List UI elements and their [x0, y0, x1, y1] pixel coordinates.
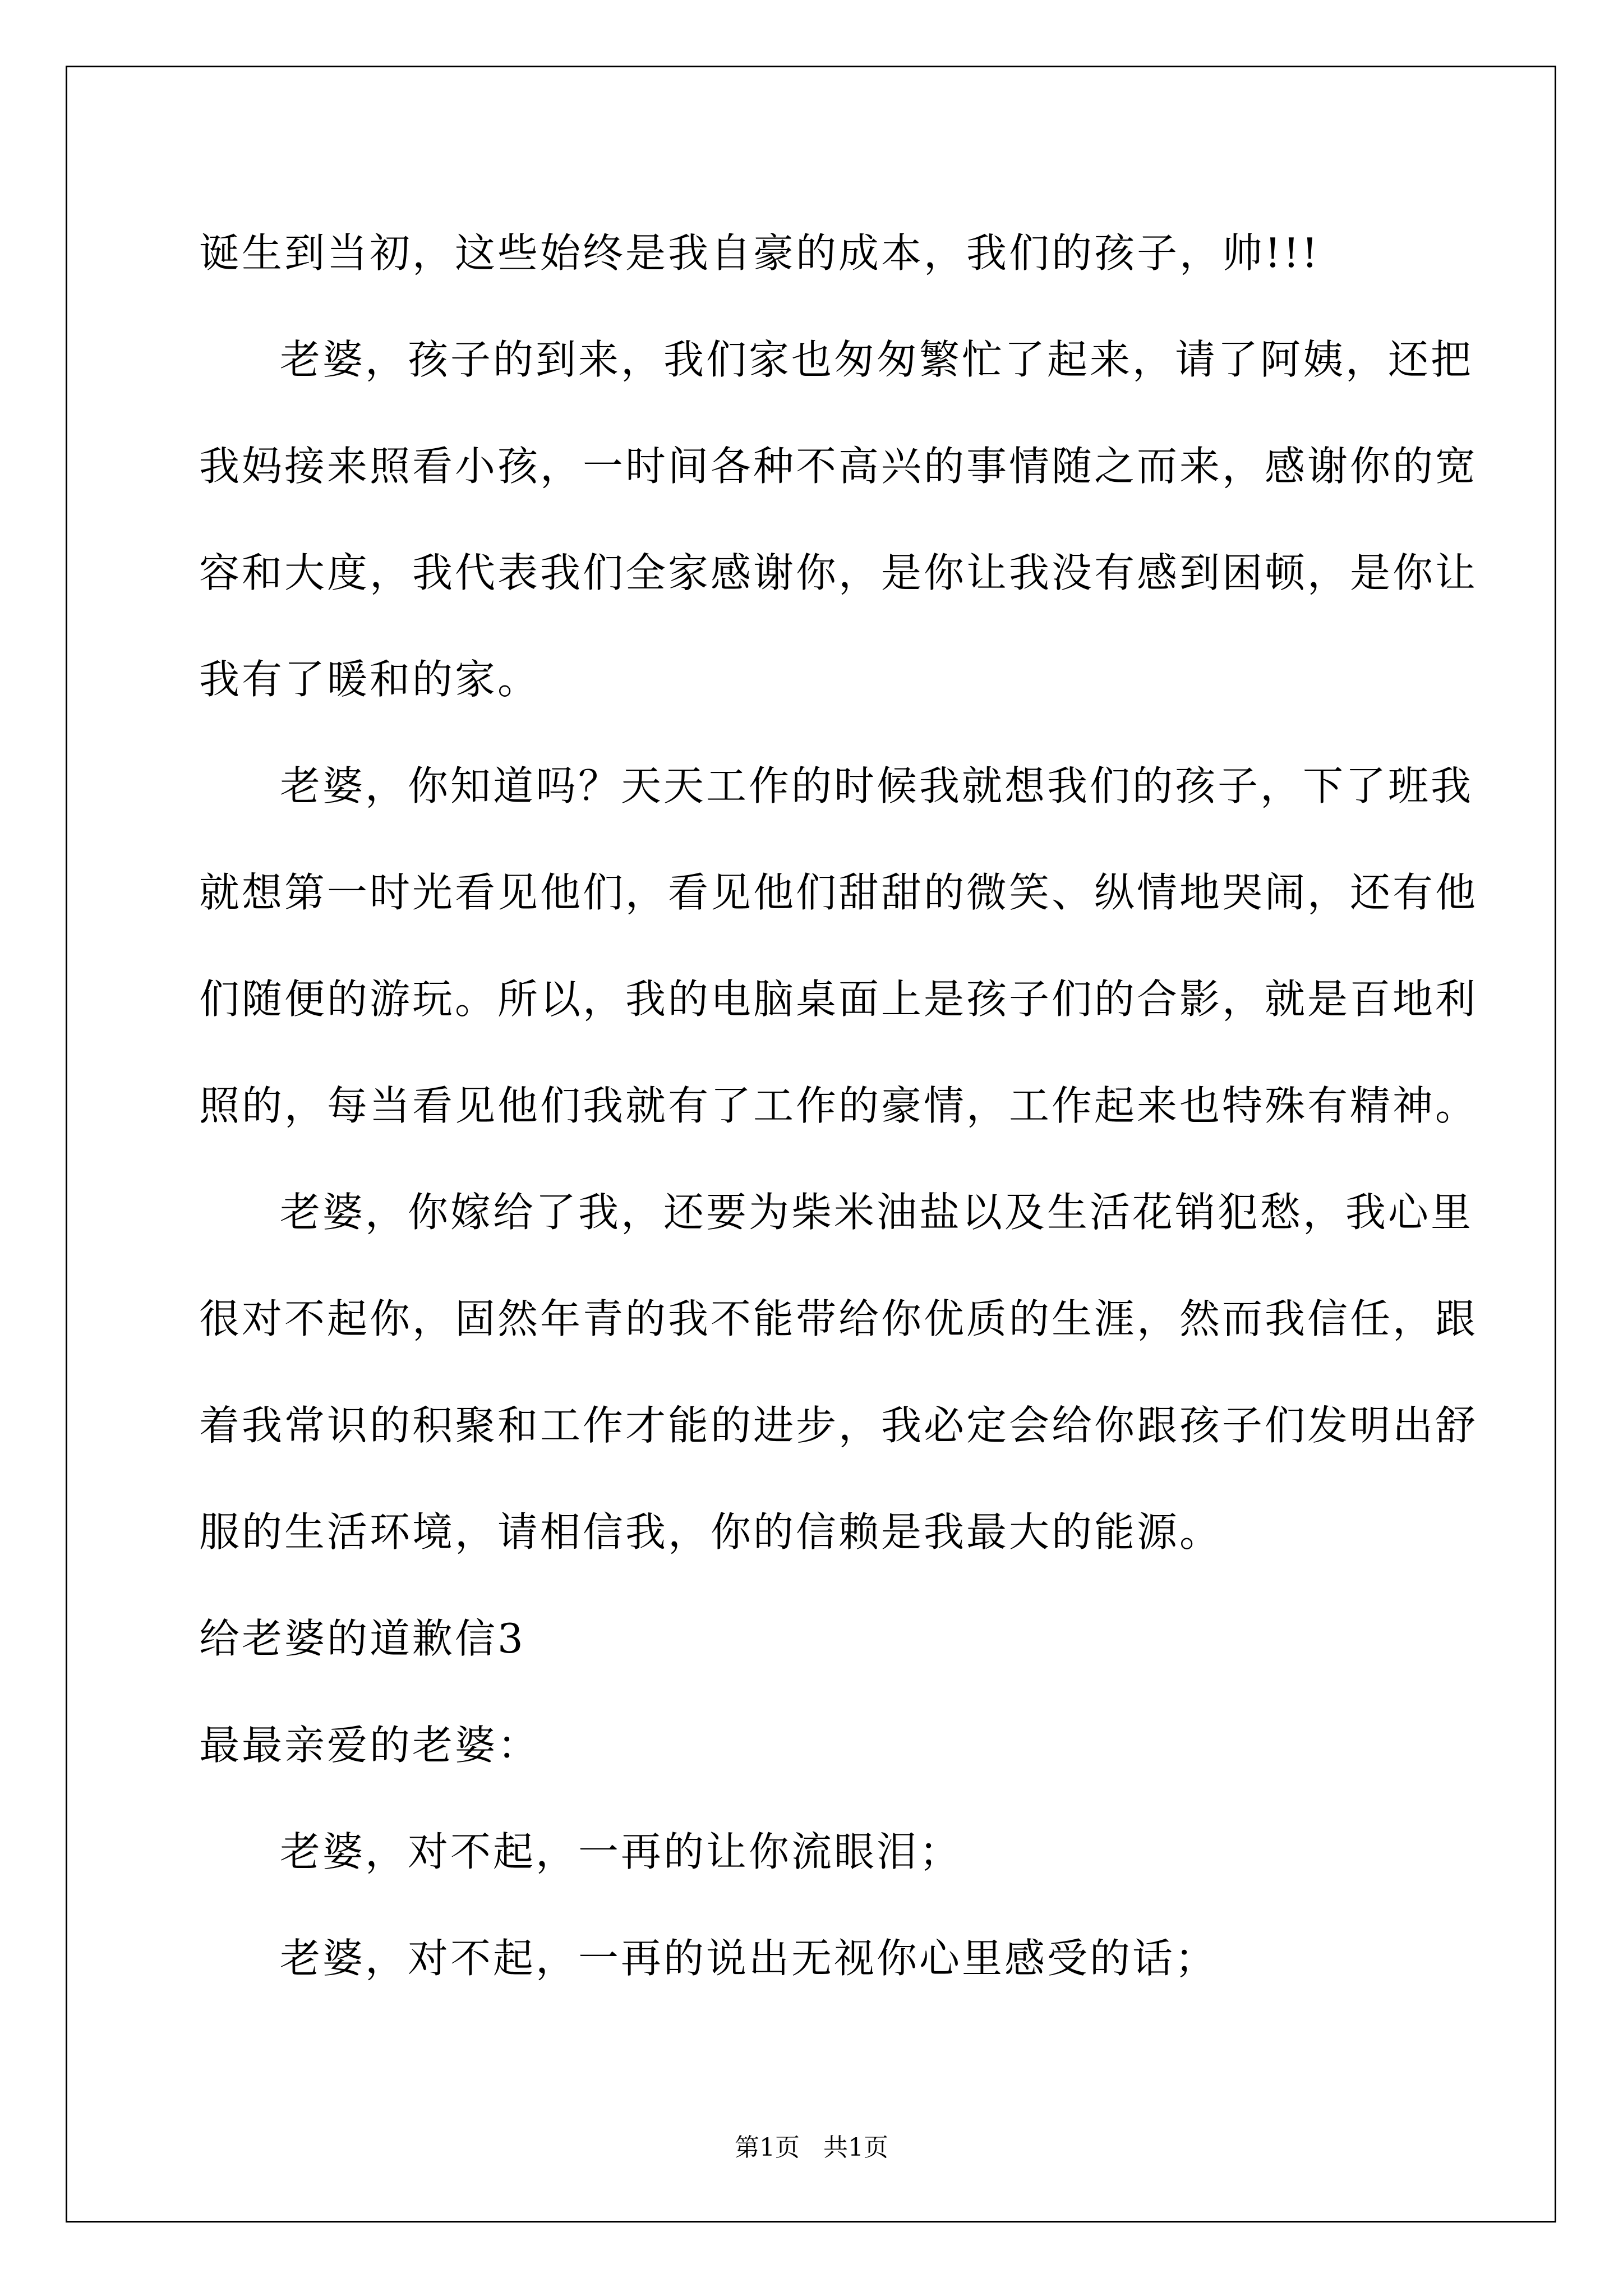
text-line: 诞生到当初，这些始终是我自豪的成本，我们的孩子，帅!!! — [199, 229, 1320, 277]
text-line: 服的生活环境，请相信我，你的信赖是我最大的能源。 — [199, 1508, 1223, 1556]
paragraph-start-line: 老婆，你嫁给了我，还要为柴米油盐以及生活花销犯愁，我心里 — [280, 1189, 1474, 1236]
text-line: 我有了暖和的家。 — [199, 656, 541, 703]
paragraph-start-line: 老婆，孩子的到来，我们家也匆匆繁忙了起来，请了阿姨，还把 — [280, 336, 1474, 383]
paragraph-start-line: 老婆，你知道吗？天天工作的时候我就想我们的孩子，下了班我 — [280, 762, 1474, 809]
paragraph-start-line: 老婆，对不起，一再的让你流眼泪； — [280, 1828, 962, 1875]
text-line: 照的，每当看见他们我就有了工作的豪情，工作起来也特殊有精神。 — [199, 1082, 1478, 1129]
text-line: 就想第一时光看见他们，看见他们甜甜的微笑、纵情地哭闹，还有他 — [199, 869, 1478, 916]
text-line: 我妈接来照看小孩，一时间各种不高兴的事情随之而来，感谢你的宽 — [199, 443, 1478, 490]
text-line: 容和大度，我代表我们全家感谢你，是你让我没有感到困顿，是你让 — [199, 549, 1478, 596]
text-line: 着我常识的积聚和工作才能的进步，我必定会给你跟孩子们发明出舒 — [199, 1402, 1478, 1449]
page-border — [66, 66, 1556, 2223]
salutation: 最最亲爱的老婆： — [199, 1722, 541, 1769]
section-heading: 给老婆的道歉信3 — [199, 1615, 525, 1662]
page-number-footer: 第1页 共1页 — [735, 2133, 888, 2162]
text-line: 们随便的游玩。所以，我的电脑桌面上是孩子们的合影，就是百地利 — [199, 976, 1478, 1023]
paragraph-start-line: 老婆，对不起，一再的说出无视你心里感受的话； — [280, 1935, 1218, 1982]
text-line: 很对不起你，固然年青的我不能带给你优质的生涯，然而我信任，跟 — [199, 1295, 1478, 1342]
